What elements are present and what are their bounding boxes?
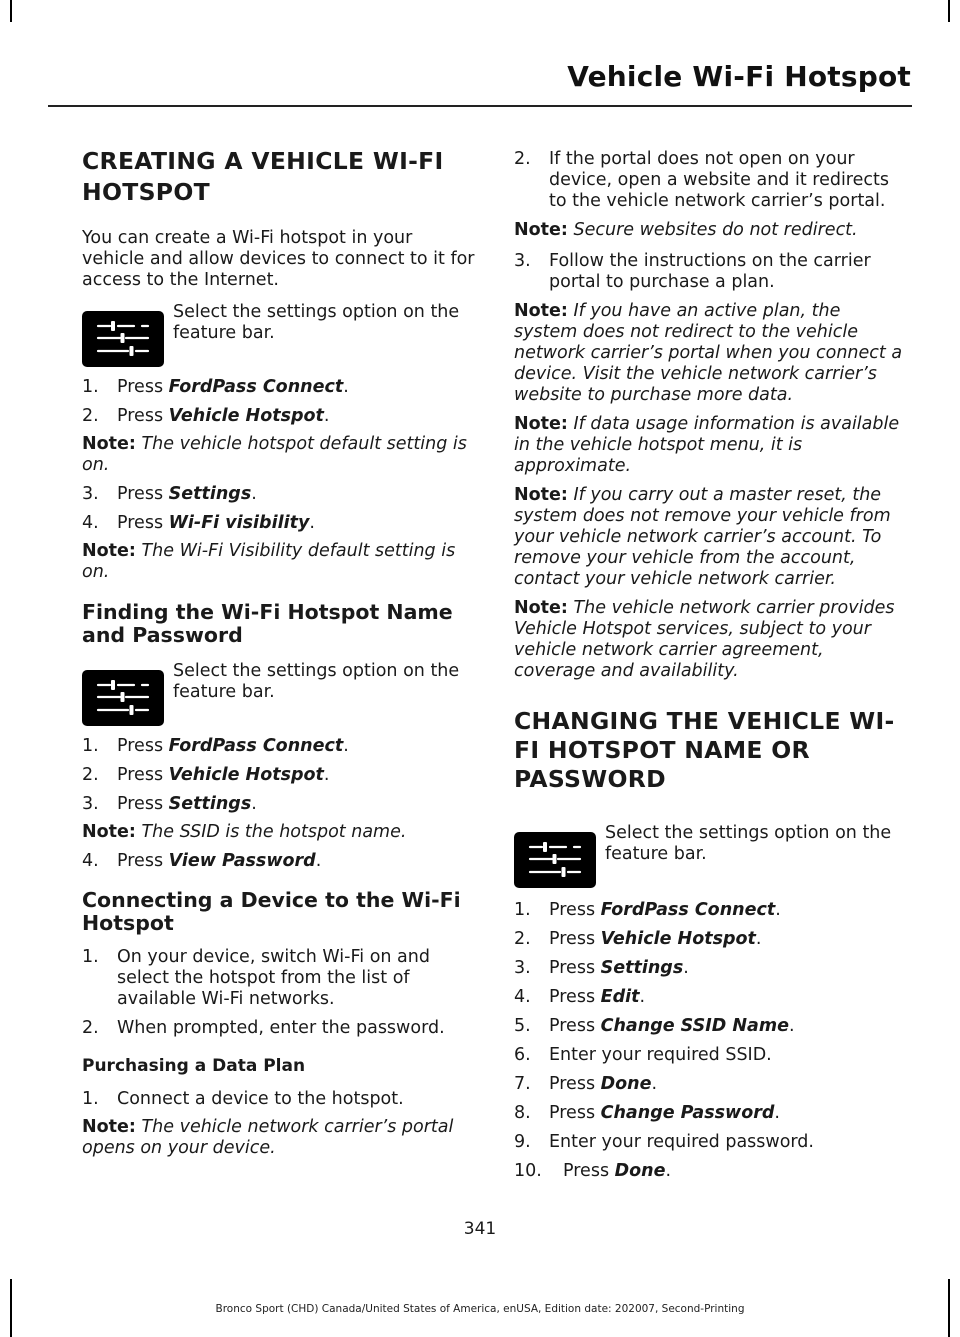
step-item xyxy=(514,1045,909,1066)
step-number: 1. xyxy=(514,900,531,920)
step-number: 10. xyxy=(514,1161,542,1181)
step-item xyxy=(514,987,909,1008)
step-number: 1. xyxy=(82,1089,99,1109)
step-number: 8. xyxy=(514,1103,531,1123)
note: Note: The vehicle hotspot default setting is on. xyxy=(82,434,467,475)
section-finding-name-password xyxy=(82,601,477,872)
note: Note: If data usage information is available in the vehicle hotspot menu, it is approximate. xyxy=(514,414,900,476)
note: Note: The vehicle network carrier provides Vehicle Hotspot services, subject to your vehicle network carrier agreement, coverage and availability. xyxy=(514,598,895,681)
step-item xyxy=(514,900,909,921)
step-item xyxy=(514,251,909,293)
menu-option-label: Settings xyxy=(168,794,252,814)
step-number: 7. xyxy=(514,1074,531,1094)
note: Note: Secure websites do not redirect. xyxy=(514,220,858,240)
step-number: 4. xyxy=(82,513,99,533)
step-number: 3. xyxy=(514,251,531,271)
step-list xyxy=(514,251,909,293)
step-item xyxy=(82,851,477,872)
step-item xyxy=(514,149,909,212)
step-text: Press Vehicle Hotspot. xyxy=(117,406,330,426)
note: Note: The vehicle network carrier’s portal opens on your device. xyxy=(82,1117,454,1158)
step-number: 2. xyxy=(82,765,99,785)
crop-mark xyxy=(10,0,12,22)
edition-footer: Bronco Sport (CHD) Canada/United States of America, enUSA, Edition date: 202007, Second-Printing xyxy=(215,1303,745,1315)
section-changing-name-password xyxy=(514,706,909,1182)
step-text: Press FordPass Connect. xyxy=(117,377,349,397)
section-heading: CREATING A VEHICLE WI-FI HOTSPOT xyxy=(82,147,444,206)
step-item xyxy=(82,947,477,1010)
step-text: Press Vehicle Hotspot. xyxy=(549,929,762,949)
step-text: Press FordPass Connect. xyxy=(117,736,349,756)
step-text: Press View Password. xyxy=(117,851,322,871)
step-number: 4. xyxy=(514,987,531,1007)
step-item xyxy=(82,1018,477,1039)
header-rule xyxy=(48,105,912,107)
intro-paragraph: You can create a Wi-Fi hotspot in your vehicle and allow devices to connect to it for access to the Internet. xyxy=(82,228,475,290)
step-item xyxy=(82,736,477,757)
step-text: Press Settings. xyxy=(117,794,257,814)
step-number: 2. xyxy=(514,929,531,949)
note: Note: If you carry out a master reset, the system does not remove your vehicle from your vehicle network carrier’s account. To remove your vehicle from the account, contact your vehicle network carrier. xyxy=(514,485,891,589)
step-item xyxy=(514,1161,909,1182)
settings-sliders-icon xyxy=(82,311,164,367)
note: Note: The SSID is the hotspot name. xyxy=(82,822,407,842)
step-list xyxy=(82,484,477,534)
menu-option-label: FordPass Connect xyxy=(600,900,776,920)
step-item xyxy=(514,1103,909,1124)
menu-option-label: Settings xyxy=(168,484,252,504)
settings-sliders-icon xyxy=(82,670,164,726)
step-text: When prompted, enter the password. xyxy=(117,1018,445,1038)
step-number: 5. xyxy=(514,1016,531,1036)
page-running-header: Vehicle Wi-Fi Hotspot xyxy=(567,60,911,93)
menu-option-label: Change Password xyxy=(600,1103,775,1123)
step-item xyxy=(82,765,477,786)
step-text: On your device, switch Wi-Fi on and select the hotspot from the list of available Wi-Fi networks. xyxy=(117,947,430,1009)
step-list xyxy=(82,377,477,427)
step-item xyxy=(514,958,909,979)
section-heading: CHANGING THE VEHICLE WI- FI HOTSPOT NAME OR PASSWORD xyxy=(514,707,895,793)
right-column xyxy=(514,149,909,1182)
step-item xyxy=(82,406,477,427)
note: Note: The Wi-Fi Visibility default setting is on. xyxy=(82,541,456,582)
step-number: 3. xyxy=(514,958,531,978)
step-number: 2. xyxy=(82,406,99,426)
section-purchasing-data-plan xyxy=(82,1056,477,1159)
crop-mark xyxy=(948,0,950,22)
step-item xyxy=(82,377,477,398)
settings-instruction: Select the settings option on the feature bar. xyxy=(514,823,909,888)
step-number: 1. xyxy=(82,947,99,967)
step-number: 4. xyxy=(82,851,99,871)
step-text: Press FordPass Connect. xyxy=(549,900,781,920)
menu-option-label: FordPass Connect xyxy=(168,377,344,397)
step-list xyxy=(514,900,909,1182)
menu-option-label: View Password xyxy=(168,851,316,871)
step-item xyxy=(514,929,909,950)
step-item xyxy=(82,1089,477,1110)
note: Note: If you have an active plan, the system does not redirect to the vehicle network carrier’s portal when you connect a device. Visit the vehicle network carrier’s website to purchase more data. xyxy=(514,301,903,405)
menu-option-label: Vehicle Hotspot xyxy=(600,929,756,949)
step-text: Press Done. xyxy=(563,1161,672,1181)
step-list xyxy=(82,851,477,872)
step-text: Enter your required password. xyxy=(549,1132,814,1152)
step-number: 2. xyxy=(514,149,531,169)
step-item xyxy=(82,484,477,505)
step-list xyxy=(514,149,909,212)
step-text: Press Done. xyxy=(549,1074,658,1094)
step-text: Press Vehicle Hotspot. xyxy=(117,765,330,785)
menu-option-label: Wi-Fi visibility xyxy=(168,513,310,533)
step-item xyxy=(82,513,477,534)
step-item xyxy=(514,1132,909,1153)
left-column xyxy=(82,138,477,1159)
step-item xyxy=(514,1016,909,1037)
menu-option-label: Vehicle Hotspot xyxy=(168,765,324,785)
step-number: 9. xyxy=(514,1132,531,1152)
step-text: Follow the instructions on the carrier portal to purchase a plan. xyxy=(549,251,871,292)
menu-option-label: Settings xyxy=(600,958,684,978)
section-connecting-device xyxy=(82,889,477,1039)
step-list xyxy=(82,1089,477,1110)
step-text: Connect a device to the hotspot. xyxy=(117,1089,404,1109)
settings-sliders-icon xyxy=(514,832,596,888)
subsection-heading: Finding the Wi-Fi Hotspot Name and Password xyxy=(82,600,453,647)
step-number: 3. xyxy=(82,794,99,814)
step-text: Press Change Password. xyxy=(549,1103,780,1123)
step-item xyxy=(514,1074,909,1095)
menu-option-label: Change SSID Name xyxy=(600,1016,789,1036)
step-text: Press Settings. xyxy=(549,958,689,978)
step-text: Press Wi-Fi visibility. xyxy=(117,513,315,533)
step-number: 2. xyxy=(82,1018,99,1038)
step-list xyxy=(82,947,477,1039)
step-number: 3. xyxy=(82,484,99,504)
step-item xyxy=(82,794,477,815)
settings-instruction: Select the settings option on the feature bar. xyxy=(82,661,477,726)
subsection-heading: Connecting a Device to the Wi-Fi Hotspot xyxy=(82,888,461,935)
menu-option-label: Done xyxy=(600,1074,652,1094)
step-list xyxy=(82,736,477,815)
menu-option-label: Vehicle Hotspot xyxy=(168,406,324,426)
step-text: Press Settings. xyxy=(117,484,257,504)
section-creating-hotspot xyxy=(82,146,477,583)
step-text: Press Edit. xyxy=(549,987,646,1007)
step-text: If the portal does not open on your device, open a website and it redirects to the vehicle network carrier’s portal. xyxy=(549,149,889,211)
menu-option-label: Done xyxy=(614,1161,666,1181)
menu-option-label: Edit xyxy=(600,987,640,1007)
subsection-heading: Purchasing a Data Plan xyxy=(82,1056,306,1076)
step-text: Press Change SSID Name. xyxy=(549,1016,795,1036)
step-number: 1. xyxy=(82,377,99,397)
step-number: 6. xyxy=(514,1045,531,1065)
settings-instruction: Select the settings option on the feature bar. xyxy=(82,302,477,367)
menu-option-label: FordPass Connect xyxy=(168,736,344,756)
step-text: Enter your required SSID. xyxy=(549,1045,772,1065)
step-number: 1. xyxy=(82,736,99,756)
page-number: 341 xyxy=(463,1219,497,1239)
